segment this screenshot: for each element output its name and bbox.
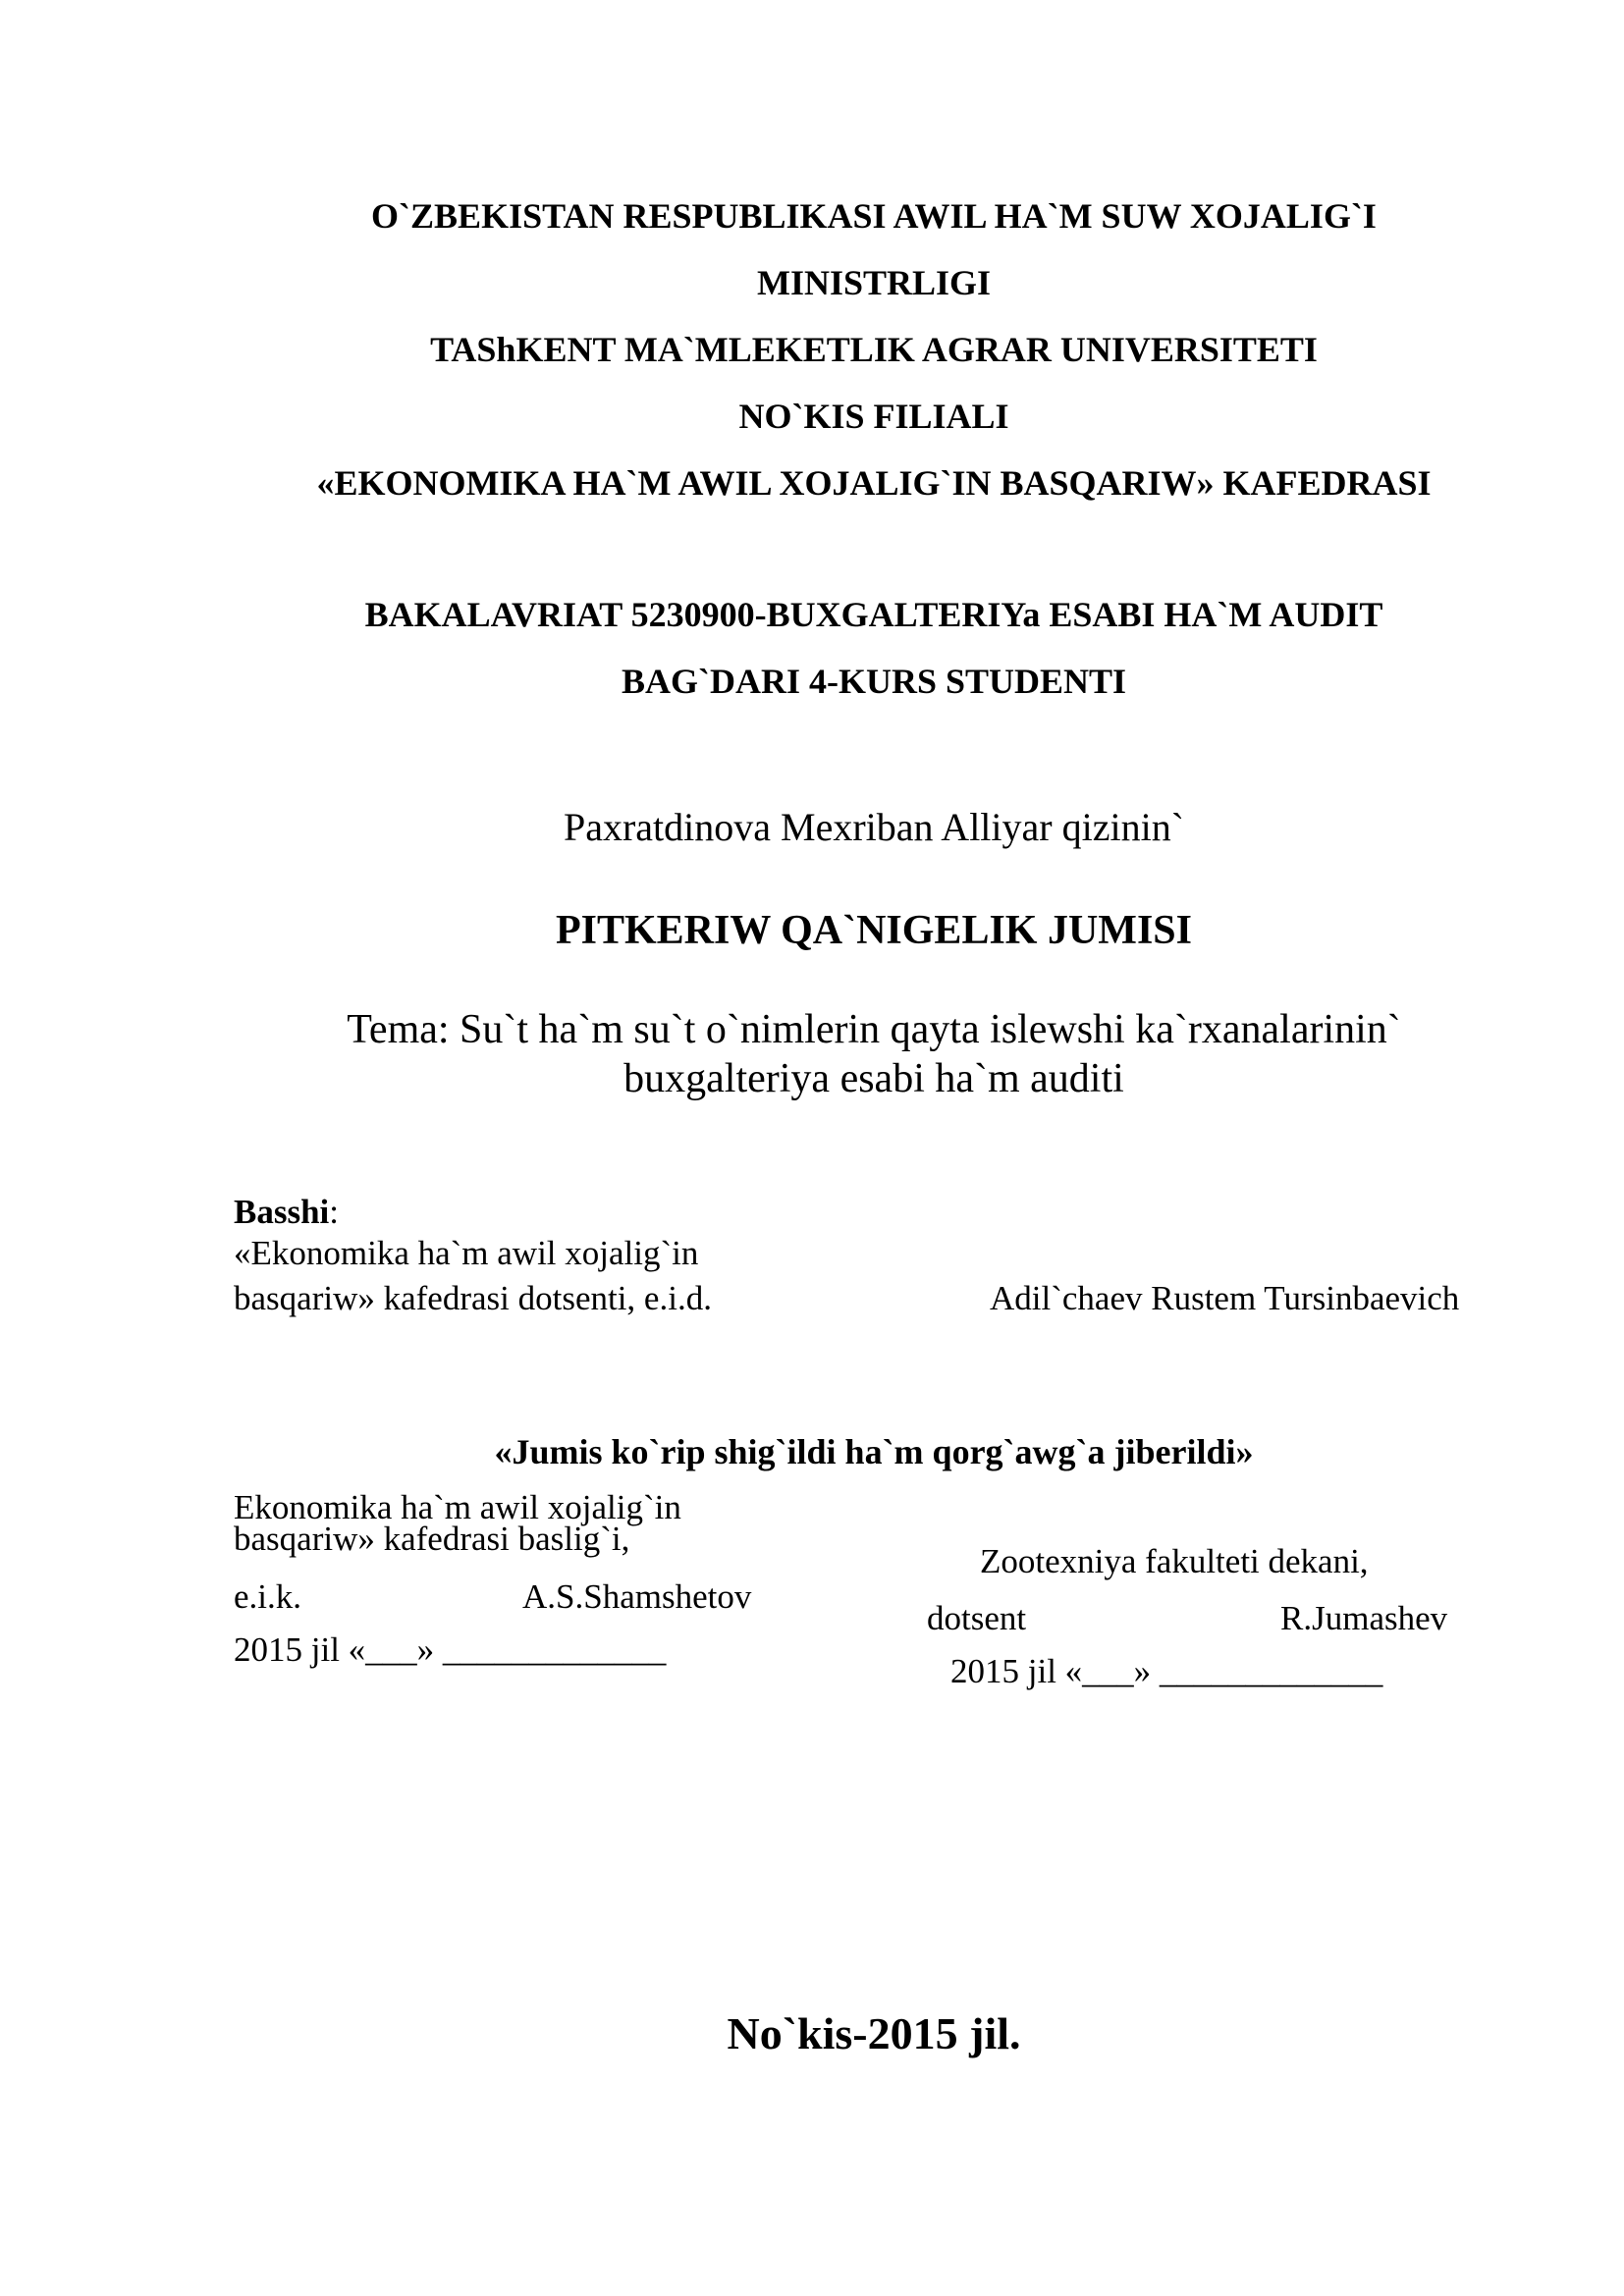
dean-title: Zootexniya fakulteti dekani, [980, 1542, 1369, 1580]
ministry-line-1: O`ZBEKISTAN RESPUBLIKASI AWIL HA`M SUW XOJALIG`I [371, 196, 1377, 236]
department-name: «EKONOMIKA HA`M AWIL XOJALIG`IN BASQARIW» KAFEDRASI [316, 463, 1432, 503]
work-title: PITKERIW QA`NIGELIK JUMISI [555, 908, 1192, 953]
student-name: Paxratdinova Mexriban Alliyar qizinin` [563, 805, 1185, 849]
approval-heading: «Jumis ko`rip shig`ildi ha`m qorg`awg`a jiberildi» [494, 1432, 1254, 1471]
university-name: TAShKENT MA`MLEKETLIK AGRAR UNIVERSITETI [430, 330, 1318, 369]
program-line-2: BAG`DARI 4-KURS STUDENTI [621, 662, 1127, 701]
dean-degree: dotsent [927, 1599, 1027, 1637]
dean-date-line: 2015 jil «___» _____________ [950, 1652, 1383, 1690]
supervisor-label-line [234, 1194, 339, 1231]
head-of-department-line-2: basqariw» kafedrasi baslig`i, [234, 1520, 630, 1558]
supervisor-name: Adil`chaev Rustem Tursinbaevich [990, 1279, 1460, 1317]
head-of-department-line-1: Ekonomika ha`m awil xojalig`in [234, 1488, 681, 1526]
city-year-footer: No`kis-2015 jil. [727, 2008, 1021, 2058]
head-of-department-degree: e.i.k. [234, 1577, 302, 1616]
program-line-1: BAKALAVRIAT 5230900-BUXGALTERIYa ESABI HA`M AUDIT [364, 595, 1383, 634]
supervisor-label: Basshi [234, 1193, 330, 1231]
head-of-department-date-line: 2015 jil «___» _____________ [234, 1630, 667, 1669]
supervisor-role-line-1: «Ekonomika ha`m awil xojalig`in [234, 1234, 699, 1272]
branch-name: NO`KIS FILIALI [738, 397, 1009, 436]
ministry-line-2: MINISTRLIGI [756, 263, 992, 302]
supervisor-label-colon: : [329, 1193, 340, 1231]
head-of-department-name: A.S.Shamshetov [522, 1577, 752, 1616]
topic-line-1: Tema: Su`t ha`m su`t o`nimlerin qayta islewshi ka`rxanalarinin` [347, 1007, 1401, 1052]
supervisor-role-line-2: basqariw» kafedrasi dotsenti, e.i.d. [234, 1279, 712, 1317]
dean-name: R.Jumashev [1280, 1599, 1448, 1637]
topic-line-2: buxgalteriya esabi ha`m auditi [623, 1056, 1124, 1101]
